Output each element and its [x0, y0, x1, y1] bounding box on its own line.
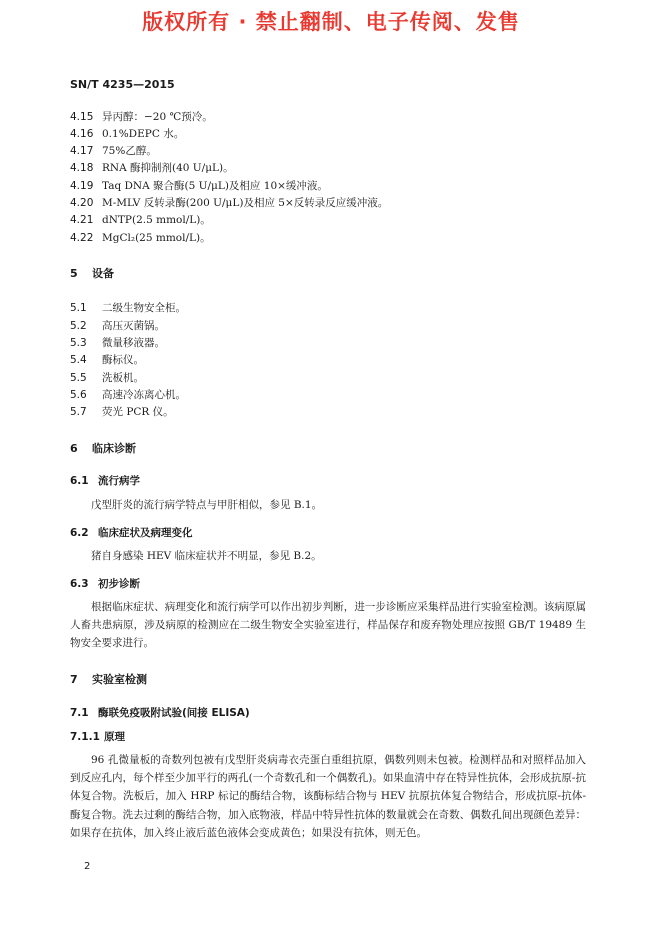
paragraph: 96 孔微量板的奇数列包被有戊型肝炎病毒衣壳蛋白重组抗原，偶数列则未包被。检测样品和对照样品加入到反应孔内，每个样至少加平行的两孔(一个奇数孔和一个偶数孔)。如果血清中存在特异性抗体，会形成抗原-抗体复合物。洗板后，加入 HRP 标记的酶结合物，该酶标结合物与 HEV 抗原抗体复合物结合，形成抗原-抗体-酶复合物。洗去过剩的酶结合物，加入底物液，样品中特异性抗体的数量就会在奇数、偶数孔间出现颜色差异：如果存在抗体，加入终止液后蓝色液体会变成黄色；如果没有抗体，则无色。 — [70, 754, 586, 839]
list-item: 5.4 酶标仪。 — [70, 354, 144, 366]
list-item: 5.3 微量移液器。 — [70, 337, 165, 349]
paragraph: 戊型肝炎的流行病学特点与甲肝相似，参见 B.1。 — [91, 499, 323, 511]
list-item: 5.1 二级生物安全柜。 — [70, 302, 186, 314]
list-item: 5.7 荧光 PCR 仪。 — [70, 406, 174, 418]
list-item: 4.17 75%乙醇。 — [70, 145, 157, 157]
section-heading: 6 临床诊断 — [70, 442, 136, 455]
subsection-heading: 7.1.1 原理 — [70, 731, 125, 743]
list-item: 4.15 异丙醇：−20 ℃预冷。 — [70, 111, 213, 123]
list-item: 4.18 RNA 酶抑制剂(40 U/μL)。 — [70, 162, 234, 174]
subsection-heading: 6.2 临床症状及病理变化 — [70, 527, 193, 539]
list-item: 5.5 洗板机。 — [70, 372, 144, 384]
list-item: 4.19 Taq DNA 聚合酶(5 U/μL)及相应 10×缓冲液。 — [70, 180, 328, 192]
standard-code: SN/T 4235—2015 — [70, 78, 175, 91]
list-item: 5.2 高压灭菌锅。 — [70, 320, 165, 332]
page-number: 2 — [84, 861, 91, 872]
section-heading: 7 实验室检测 — [70, 673, 147, 686]
list-item: 4.16 0.1%DEPC 水。 — [70, 128, 185, 140]
subsection-heading: 6.3 初步诊断 — [70, 578, 140, 590]
paragraph: 根据临床症状、病理变化和流行病学可以作出初步判断，进一步诊断应采集样品进行实验室检测。该病原属人畜共患病原，涉及病原的检测应在二级生物安全实验室进行，样品保存和废弃物处理应按照 GB/T 19489 生物安全要求进行。 — [70, 601, 586, 650]
list-item: 4.22 MgCl₂(25 mmol/L)。 — [70, 232, 211, 244]
paragraph: 猪自身感染 HEV 临床症状并不明显，参见 B.2。 — [91, 550, 322, 562]
section-heading: 5 设备 — [70, 267, 114, 280]
subsection-heading: 6.1 流行病学 — [70, 475, 140, 487]
list-item: 4.20 M-MLV 反转录酶(200 U/μL)及相应 5×反转录反应缓冲液。 — [70, 197, 389, 209]
list-item: 4.21 dNTP(2.5 mmol/L)。 — [70, 214, 211, 226]
copyright-watermark: 版权所有 · 禁止翻制、电子传阅、发售 — [142, 10, 520, 34]
list-item: 5.6 高速冷冻离心机。 — [70, 389, 186, 401]
subsection-heading: 7.1 酶联免疫吸附试验(间接 ELISA) — [70, 707, 250, 719]
